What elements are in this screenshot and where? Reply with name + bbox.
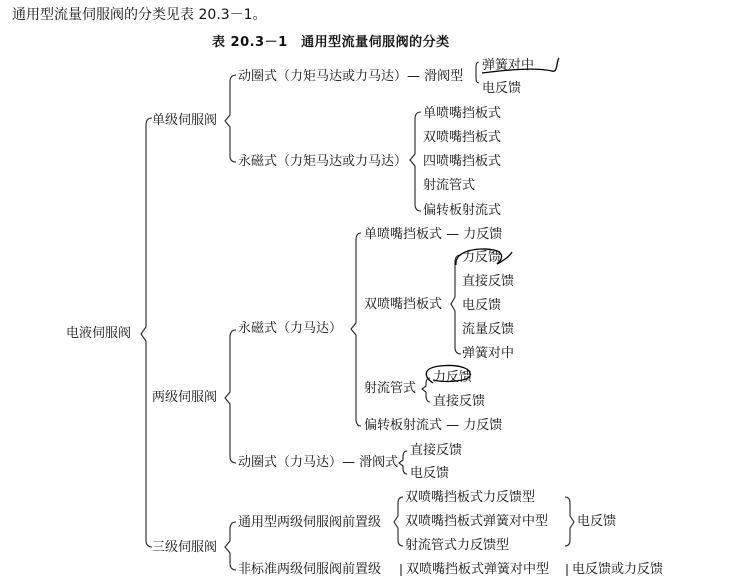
three-general-result-electric-feedback: 电反馈 (577, 514, 617, 529)
two-double-nozzle-feedback-flow: 流量反馈 (462, 322, 515, 337)
two-single-nozzle-force-feedback: 单喷嘴挡板式 — 力反馈 (364, 227, 503, 242)
three-nonstandard-result: 电反馈或力反馈 (572, 562, 664, 577)
three-general-type-jet-pipe-force: 射流管式力反馈型 (405, 538, 510, 553)
three-general-prestage-label: 通用型两级伺服阀前置级 (238, 515, 382, 530)
two-moving-coil-feedback-direct: 直接反馈 (410, 443, 463, 458)
three-nonstandard-type: 双喷嘴挡板式弹簧对中型 (406, 562, 550, 577)
two-deflector-jet-force-feedback: 偏转板射流式 — 力反馈 (364, 418, 503, 433)
single-stage-label: 单级伺服阀 (152, 113, 218, 128)
single-pm-type-deflector-jet: 偏转板射流式 (423, 203, 502, 218)
two-jet-pipe-label: 射流管式 (364, 381, 417, 396)
single-moving-coil-label: 动圈式（力矩马达或力马达）— 滑阀型 (238, 69, 464, 84)
two-double-nozzle-feedback-direct: 直接反馈 (462, 274, 515, 289)
two-double-nozzle-feedback-spring-centering: 弹簧对中 (462, 346, 515, 361)
single-pm-type-four-nozzle: 四喷嘴挡板式 (423, 154, 502, 169)
two-permanent-magnet-label: 永磁式（力马达） (238, 321, 343, 336)
two-jet-pipe-feedback-force: 力反馈 (433, 370, 473, 385)
two-double-nozzle-feedback-force: 力反馈 (462, 250, 502, 265)
two-double-nozzle-label: 双喷嘴挡板式 (364, 297, 443, 312)
single-pm-type-jet-pipe: 射流管式 (423, 178, 476, 193)
single-pm-type-double-nozzle: 双喷嘴挡板式 (423, 130, 502, 145)
three-general-type-double-nozzle-spring: 双喷嘴挡板式弹簧对中型 (405, 514, 549, 529)
two-double-nozzle-feedback-electric: 电反馈 (462, 298, 502, 313)
single-moving-coil-feedback-electric: 电反馈 (482, 81, 522, 96)
root-node-electrohydraulic-servo-valve: 电液伺服阀 (66, 326, 132, 341)
intro-text: 通用型流量伺服阀的分类见表 20.3－1。 (12, 7, 267, 23)
two-moving-coil-feedback-electric: 电反馈 (410, 466, 450, 481)
three-general-type-double-nozzle-force: 双喷嘴挡板式力反馈型 (405, 490, 536, 505)
single-pm-type-single-nozzle: 单喷嘴挡板式 (423, 106, 502, 121)
two-jet-pipe-feedback-direct: 直接反馈 (433, 394, 486, 409)
three-stage-label: 三级伺服阀 (152, 540, 218, 555)
single-moving-coil-feedback-spring-centering: 弹簧对中 (482, 58, 535, 73)
table-title: 表 20.3－1 通用型流量伺服阀的分类 (212, 35, 450, 50)
two-stage-label: 两级伺服阀 (152, 390, 218, 405)
single-permanent-magnet-label: 永磁式（力矩马达或力马达） (238, 154, 408, 169)
two-moving-coil-label: 动圈式（力马达）— 滑阀式 (238, 455, 399, 470)
three-nonstandard-prestage-label: 非标准两级伺服阀前置级 (238, 562, 382, 577)
